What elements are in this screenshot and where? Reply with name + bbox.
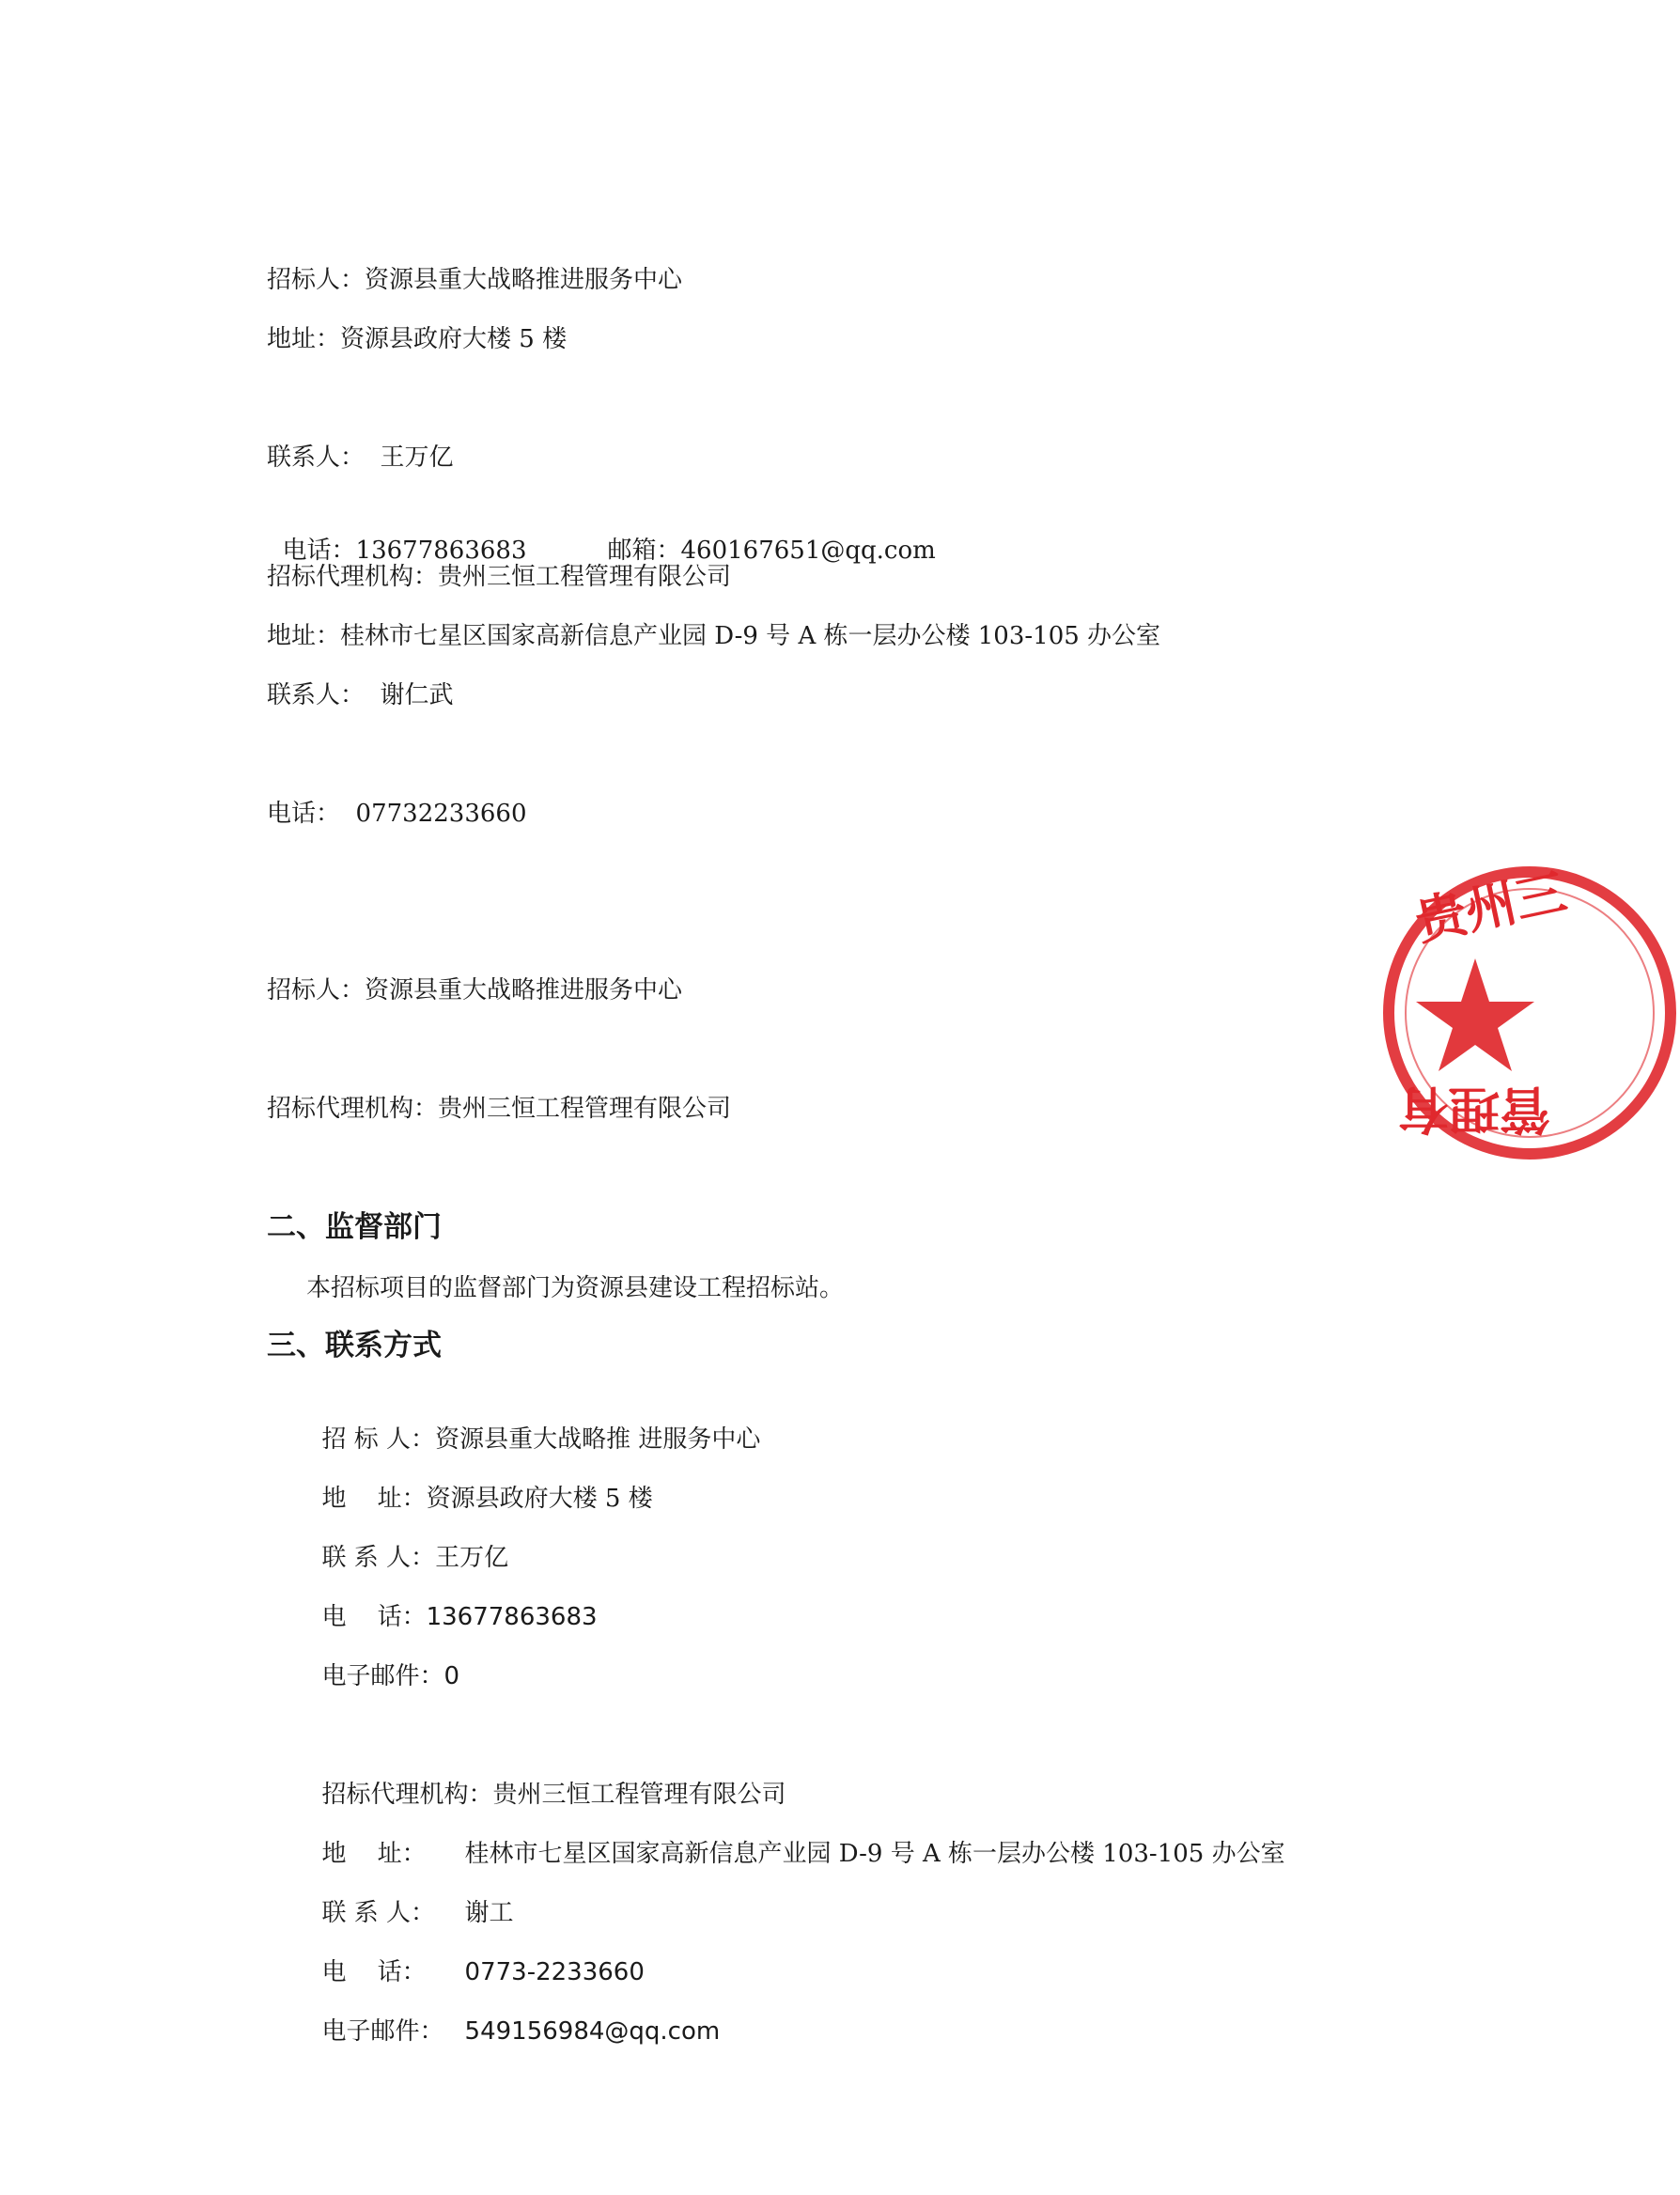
s3-agency-row: [306, 1744, 786, 1812]
section2-heading: 二、监督部门: [267, 1210, 442, 1244]
signature-agency: 招标代理机构：贵州三恒工程管理有限公司: [267, 1095, 732, 1123]
s3-phone-value: 13677863683: [426, 1603, 598, 1631]
s3-phone-label: 电 话：: [321, 1603, 427, 1631]
agency-address-line: 地址：桂林市七星区国家高新信息产业园 D-9 号 A 栋一层办公楼 103-105 办公室: [267, 622, 1161, 650]
s3-phone-row: [306, 1566, 598, 1634]
phone-email-line: [267, 500, 936, 568]
agency-line: 招标代理机构：贵州三恒工程管理有限公司: [267, 563, 732, 591]
s3-email-value: 0: [443, 1662, 460, 1690]
s3-email-row: [306, 1626, 459, 1693]
agency-phone-line: 电话： 07732233660: [267, 800, 527, 828]
s3-tenderer-label: 招 标 人：: [321, 1425, 436, 1454]
s3-agency-contact-label: 联 系 人：: [321, 1899, 436, 1927]
s3-agency-label: 招标代理机构：: [321, 1781, 493, 1809]
contact-line: 联系人： 王万亿: [267, 444, 454, 472]
s3-agency-phone-label: 电 话：: [321, 1958, 427, 1986]
seal-star-icon: [1416, 958, 1534, 1071]
seal-text-bottom: 管理有: [1398, 1080, 1550, 1140]
signature-tenderer: 招标人：资源县重大战略推进服务中心: [267, 976, 683, 1004]
seal-text-top: 贵州三: [1409, 861, 1572, 952]
s3-contact-row: [306, 1507, 508, 1575]
address-line: 地址：资源县政府大楼 5 楼: [267, 325, 568, 353]
s3-agency-value: 贵州三恒工程管理有限公司: [492, 1781, 786, 1809]
s3-address-row: [306, 1448, 653, 1516]
s3-agency-phone-row: [306, 1922, 645, 1989]
s3-address-label: 地 址：: [321, 1485, 427, 1513]
phone-text: 电话：13677863683: [282, 537, 527, 565]
s3-agency-email-label: 电子邮件：: [321, 2017, 444, 2046]
section2-text: 本招标项目的监督部门为资源县建设工程招标站。: [306, 1274, 845, 1302]
s3-tenderer-value: 资源县重大战略推 进服务中心: [435, 1425, 761, 1454]
tenderer-line: 招标人：资源县重大战略推进服务中心: [267, 266, 683, 294]
s3-agency-address-row: [306, 1803, 1285, 1871]
s3-contact-label: 联 系 人：: [321, 1544, 436, 1572]
section3-heading: 三、联系方式: [267, 1329, 442, 1362]
s3-agency-phone-value: 0773-2233660: [464, 1958, 645, 1986]
agency-contact-line: 联系人： 谢仁武: [267, 681, 454, 709]
s3-agency-email-value: 549156984@qq.com: [464, 2017, 721, 2046]
email-text: 邮箱：460167651@qq.com: [607, 537, 936, 565]
s3-agency-contact-row: [306, 1862, 514, 1930]
s3-address-value: 资源县政府大楼 5 楼: [426, 1485, 653, 1513]
s3-agency-contact-value: 谢工: [464, 1899, 514, 1927]
s3-tenderer-row: [306, 1389, 760, 1456]
s3-agency-address-label: 地 址：: [321, 1840, 427, 1868]
s3-agency-address-value: 桂林市七星区国家高新信息产业园 D-9 号 A 栋一层办公楼 103-105 办公室: [464, 1840, 1285, 1868]
s3-email-label: 电子邮件：: [321, 1662, 444, 1690]
s3-agency-email-row: [306, 1981, 720, 2048]
s3-contact-value: 王万亿: [435, 1544, 509, 1572]
company-seal-stamp: [1379, 863, 1680, 1163]
